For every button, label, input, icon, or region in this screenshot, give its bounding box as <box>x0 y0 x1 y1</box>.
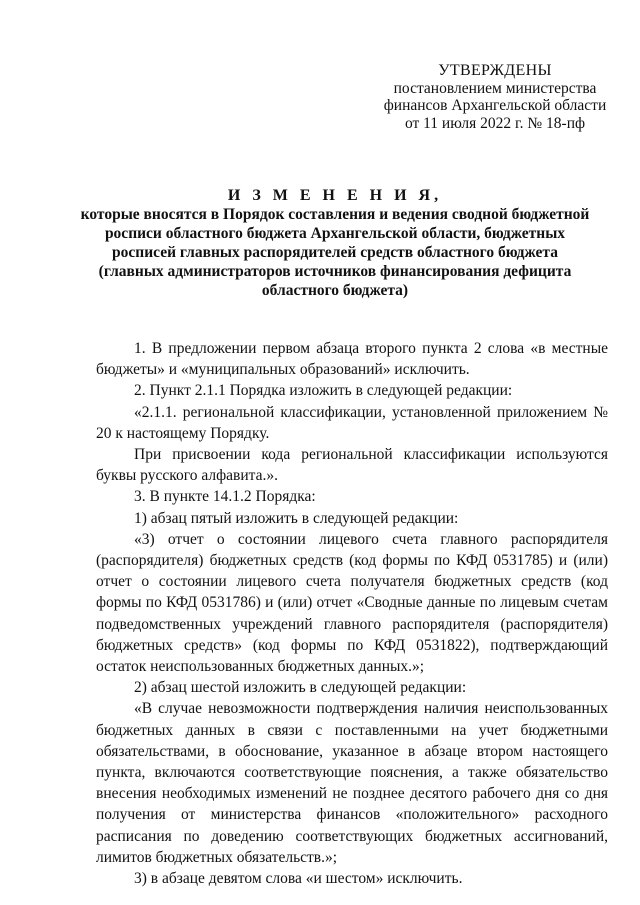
paragraph: 2. Пункт 2.1.1 Порядка изложить в следующей редакции: <box>134 382 513 400</box>
title-line: областного бюджета) <box>261 282 409 299</box>
paragraph: «2.1.1. региональной классификации, установленной приложением № 20 к настоящему Порядку. <box>96 403 608 442</box>
approval-heading: УТВЕРЖДЕНЫ <box>438 62 552 79</box>
paragraph: «В случае невозможности подтверждения наличия неиспользованных бюджетных данных в связи с поставленными на учет бюджетными обязательствами, в обоснование, указанное в абзаце втором настоящего пункта, включаются соответствующие пояснения, а также обязательство внесения необходимых изменений не позднее десятого рабочего дня со дня получения от министерства финансов «положительного» расходного расписания по доведению соответствующих бюджетных ассигнований, лимитов бюджетных обязательств.»; <box>96 700 608 866</box>
approval-line: финансов Архангельской области <box>383 97 607 114</box>
document-title <box>70 186 600 300</box>
paragraph: 1. В предложении первом абзаца второго пункта 2 слова «в местные бюджеты» и «муниципальных образований» исключить. <box>96 340 608 379</box>
approval-line: постановлением министерства <box>393 79 597 97</box>
paragraph: 1) абзац пятый изложить в следующей редакции: <box>134 509 459 527</box>
title-line: росписи областного бюджета Архангельской области, бюджетных <box>104 225 566 242</box>
paragraph: 3) в абзаце девятом слова «и шестом» исключить. <box>134 870 463 888</box>
paragraph: При присвоении кода региональной классификации используются буквы русского алфавита.». <box>96 446 608 485</box>
approval-date: от 11 июля 2022 г. № 18-пф <box>404 114 586 132</box>
paragraph: 2) абзац шестой изложить в следующей редакции: <box>134 679 467 697</box>
title-line: (главных администраторов источников финансирования дефицита <box>98 263 572 280</box>
title-line: росписей главных распорядителей средств областного бюджета <box>112 244 558 261</box>
title-main: И З М Е Н Е Н И Я, <box>227 187 443 204</box>
approval-stamp <box>375 62 615 132</box>
document-body <box>96 338 608 889</box>
paragraph: «3) отчет о состоянии лицевого счета главного распорядителя (распорядителя) бюджетных средств (код формы по КФД 0531785) и (или) отчет о состоянии лицевого счета получателя бюджетных средств (код формы по КФД 0531786) и (или) отчет «Сводные данные по лицевым счетам подведомственных учреждений главного распорядителя (распорядителя) бюджетных средств» (код формы по КФД 0531822), подтверждающий остаток неиспользованных бюджетных данных.»; <box>96 530 608 676</box>
title-line: которые вносятся в Порядок составления и ведения сводной бюджетной <box>80 206 590 223</box>
paragraph: 3. В пункте 14.1.2 Порядка: <box>134 488 316 506</box>
